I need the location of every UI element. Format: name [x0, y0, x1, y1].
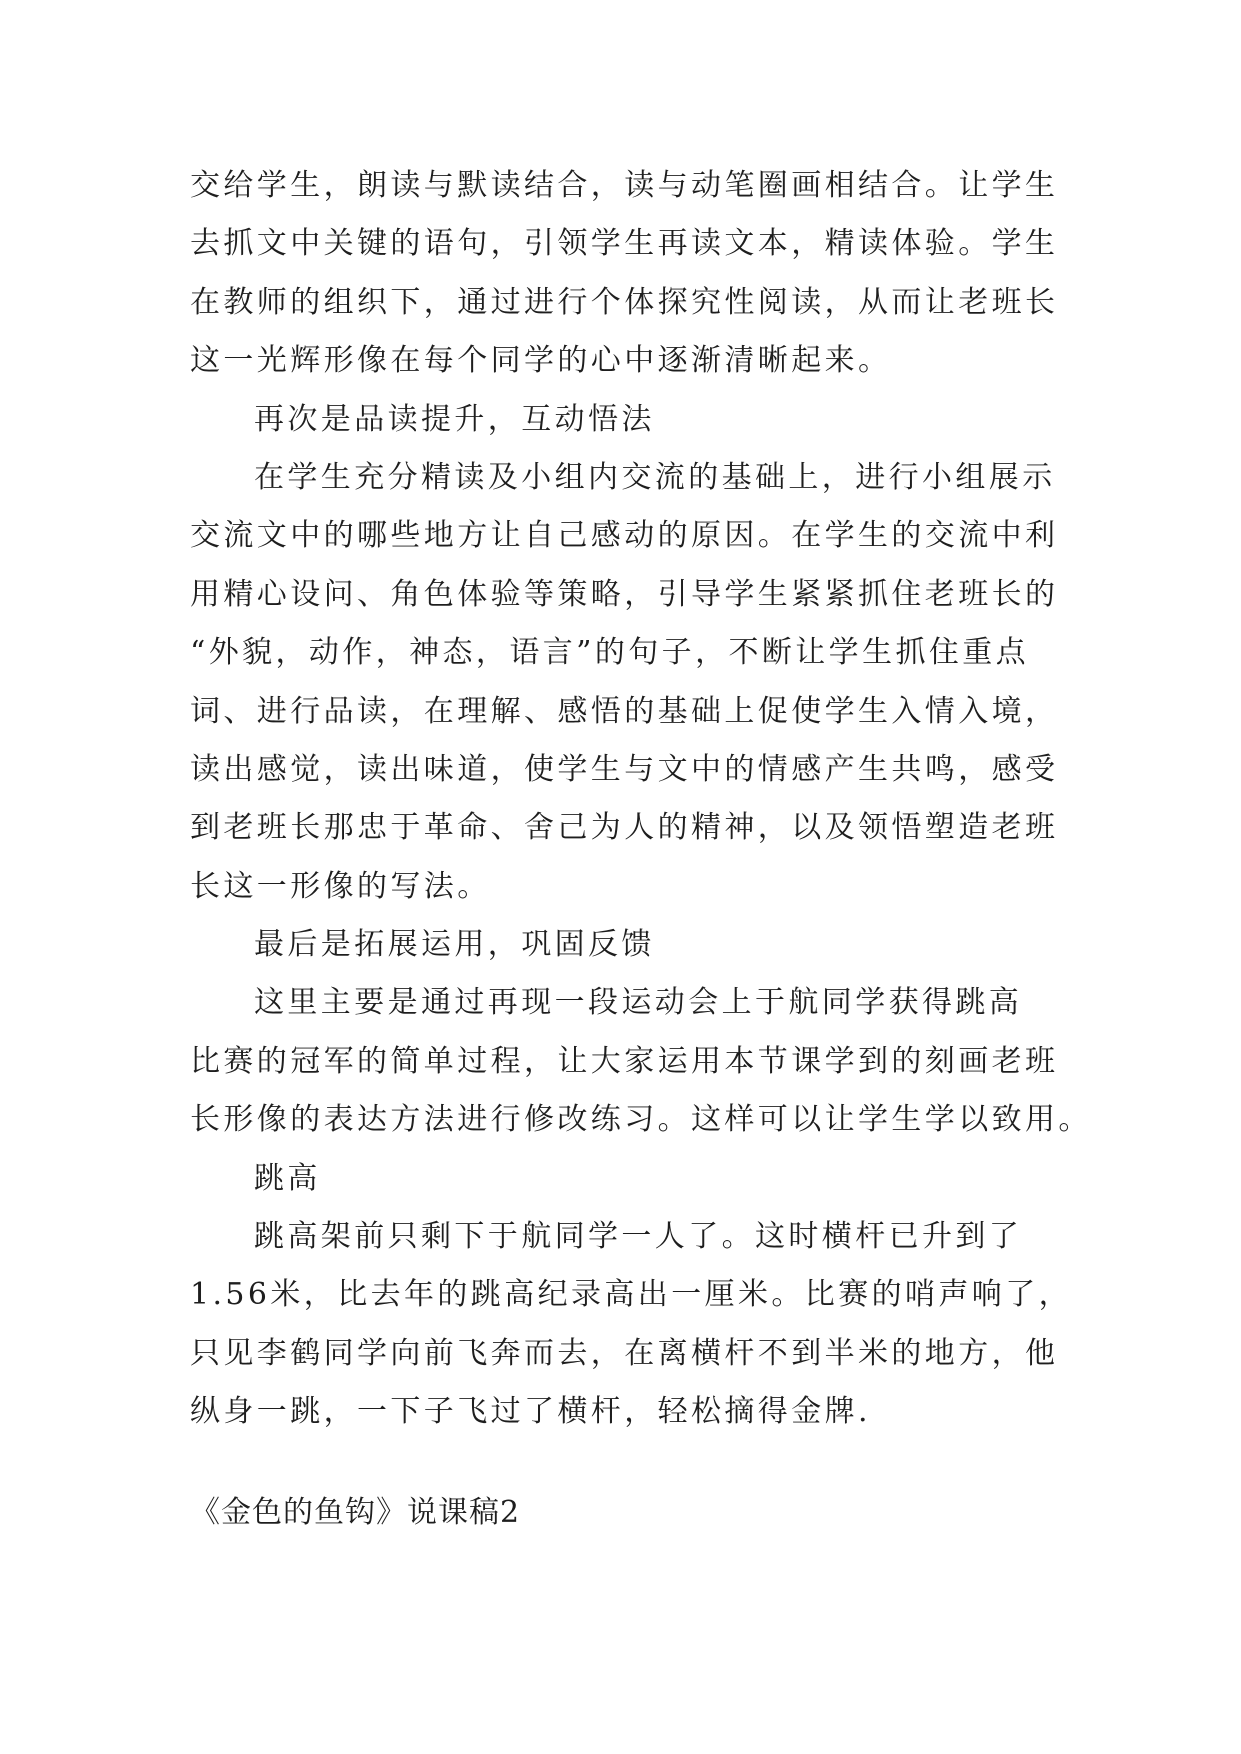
text-line: 在教师的组织下，通过进行个体探究性阅读，从而让老班长: [190, 284, 1059, 320]
text-line: 在学生充分精读及小组内交流的基础上，进行小组展示: [254, 459, 1056, 495]
text-line: “外貌，动作，神态，语言”的句子，不断让学生抓住重点: [190, 635, 1030, 671]
body-text: [190, 157, 1092, 1442]
text-line: 只见李鹤同学向前飞奔而去，在离横杆不到半米的地方，他: [190, 1335, 1059, 1371]
section-heading: 再次是品读提升，互动悟法: [254, 401, 655, 437]
text-line: 词、进行品读，在理解、感悟的基础上促使学生入情入境，: [190, 693, 1059, 729]
text-line: 交给学生，朗读与默读结合，读与动笔圈画相结合。让学生: [190, 168, 1059, 203]
text-line: 这里主要是通过再现一段运动会上于航同学获得跳高: [254, 985, 1023, 1021]
text-line: 读出感觉，读出味道，使学生与文中的情感产生共鸣，感受: [190, 751, 1059, 787]
section-heading: 跳高: [254, 1160, 321, 1196]
text-line: 到老班长那忠于革命、舍己为人的精神，以及领悟塑造老班: [190, 810, 1059, 846]
text-line: 交流文中的哪些地方让自己感动的原因。在学生的交流中利: [190, 518, 1059, 554]
text-line: 去抓文中关键的语句，引领学生再读文本，精读体验。学生: [190, 226, 1059, 262]
text-line: 比赛的冠军的简单过程，让大家运用本节课学到的刻画老班: [190, 1043, 1059, 1079]
document-title: 《金色的鱼钩》说课稿2: [190, 1495, 521, 1530]
text-line: 1.56米，比去年的跳高纪录高出一厘米。比赛的哨声响了，: [190, 1277, 1072, 1313]
text-line: 长形像的表达方法进行修改练习。这样可以让学生学以致用。: [190, 1102, 1092, 1138]
text-line: 长这一形像的写法。: [190, 868, 491, 904]
text-line: 跳高架前只剩下于航同学一人了。这时横杆已升到了: [254, 1219, 1023, 1255]
text-line: 纵身一跳，一下子飞过了横杆，轻松摘得金牌.: [190, 1394, 871, 1430]
text-line: 用精心设问、角色体验等策略，引导学生紧紧抓住老班长的: [190, 576, 1059, 612]
section-heading: 最后是拓展运用，巩固反馈: [254, 927, 655, 963]
text-line: 这一光辉形像在每个同学的心中逐渐清晰起来。: [190, 343, 892, 379]
